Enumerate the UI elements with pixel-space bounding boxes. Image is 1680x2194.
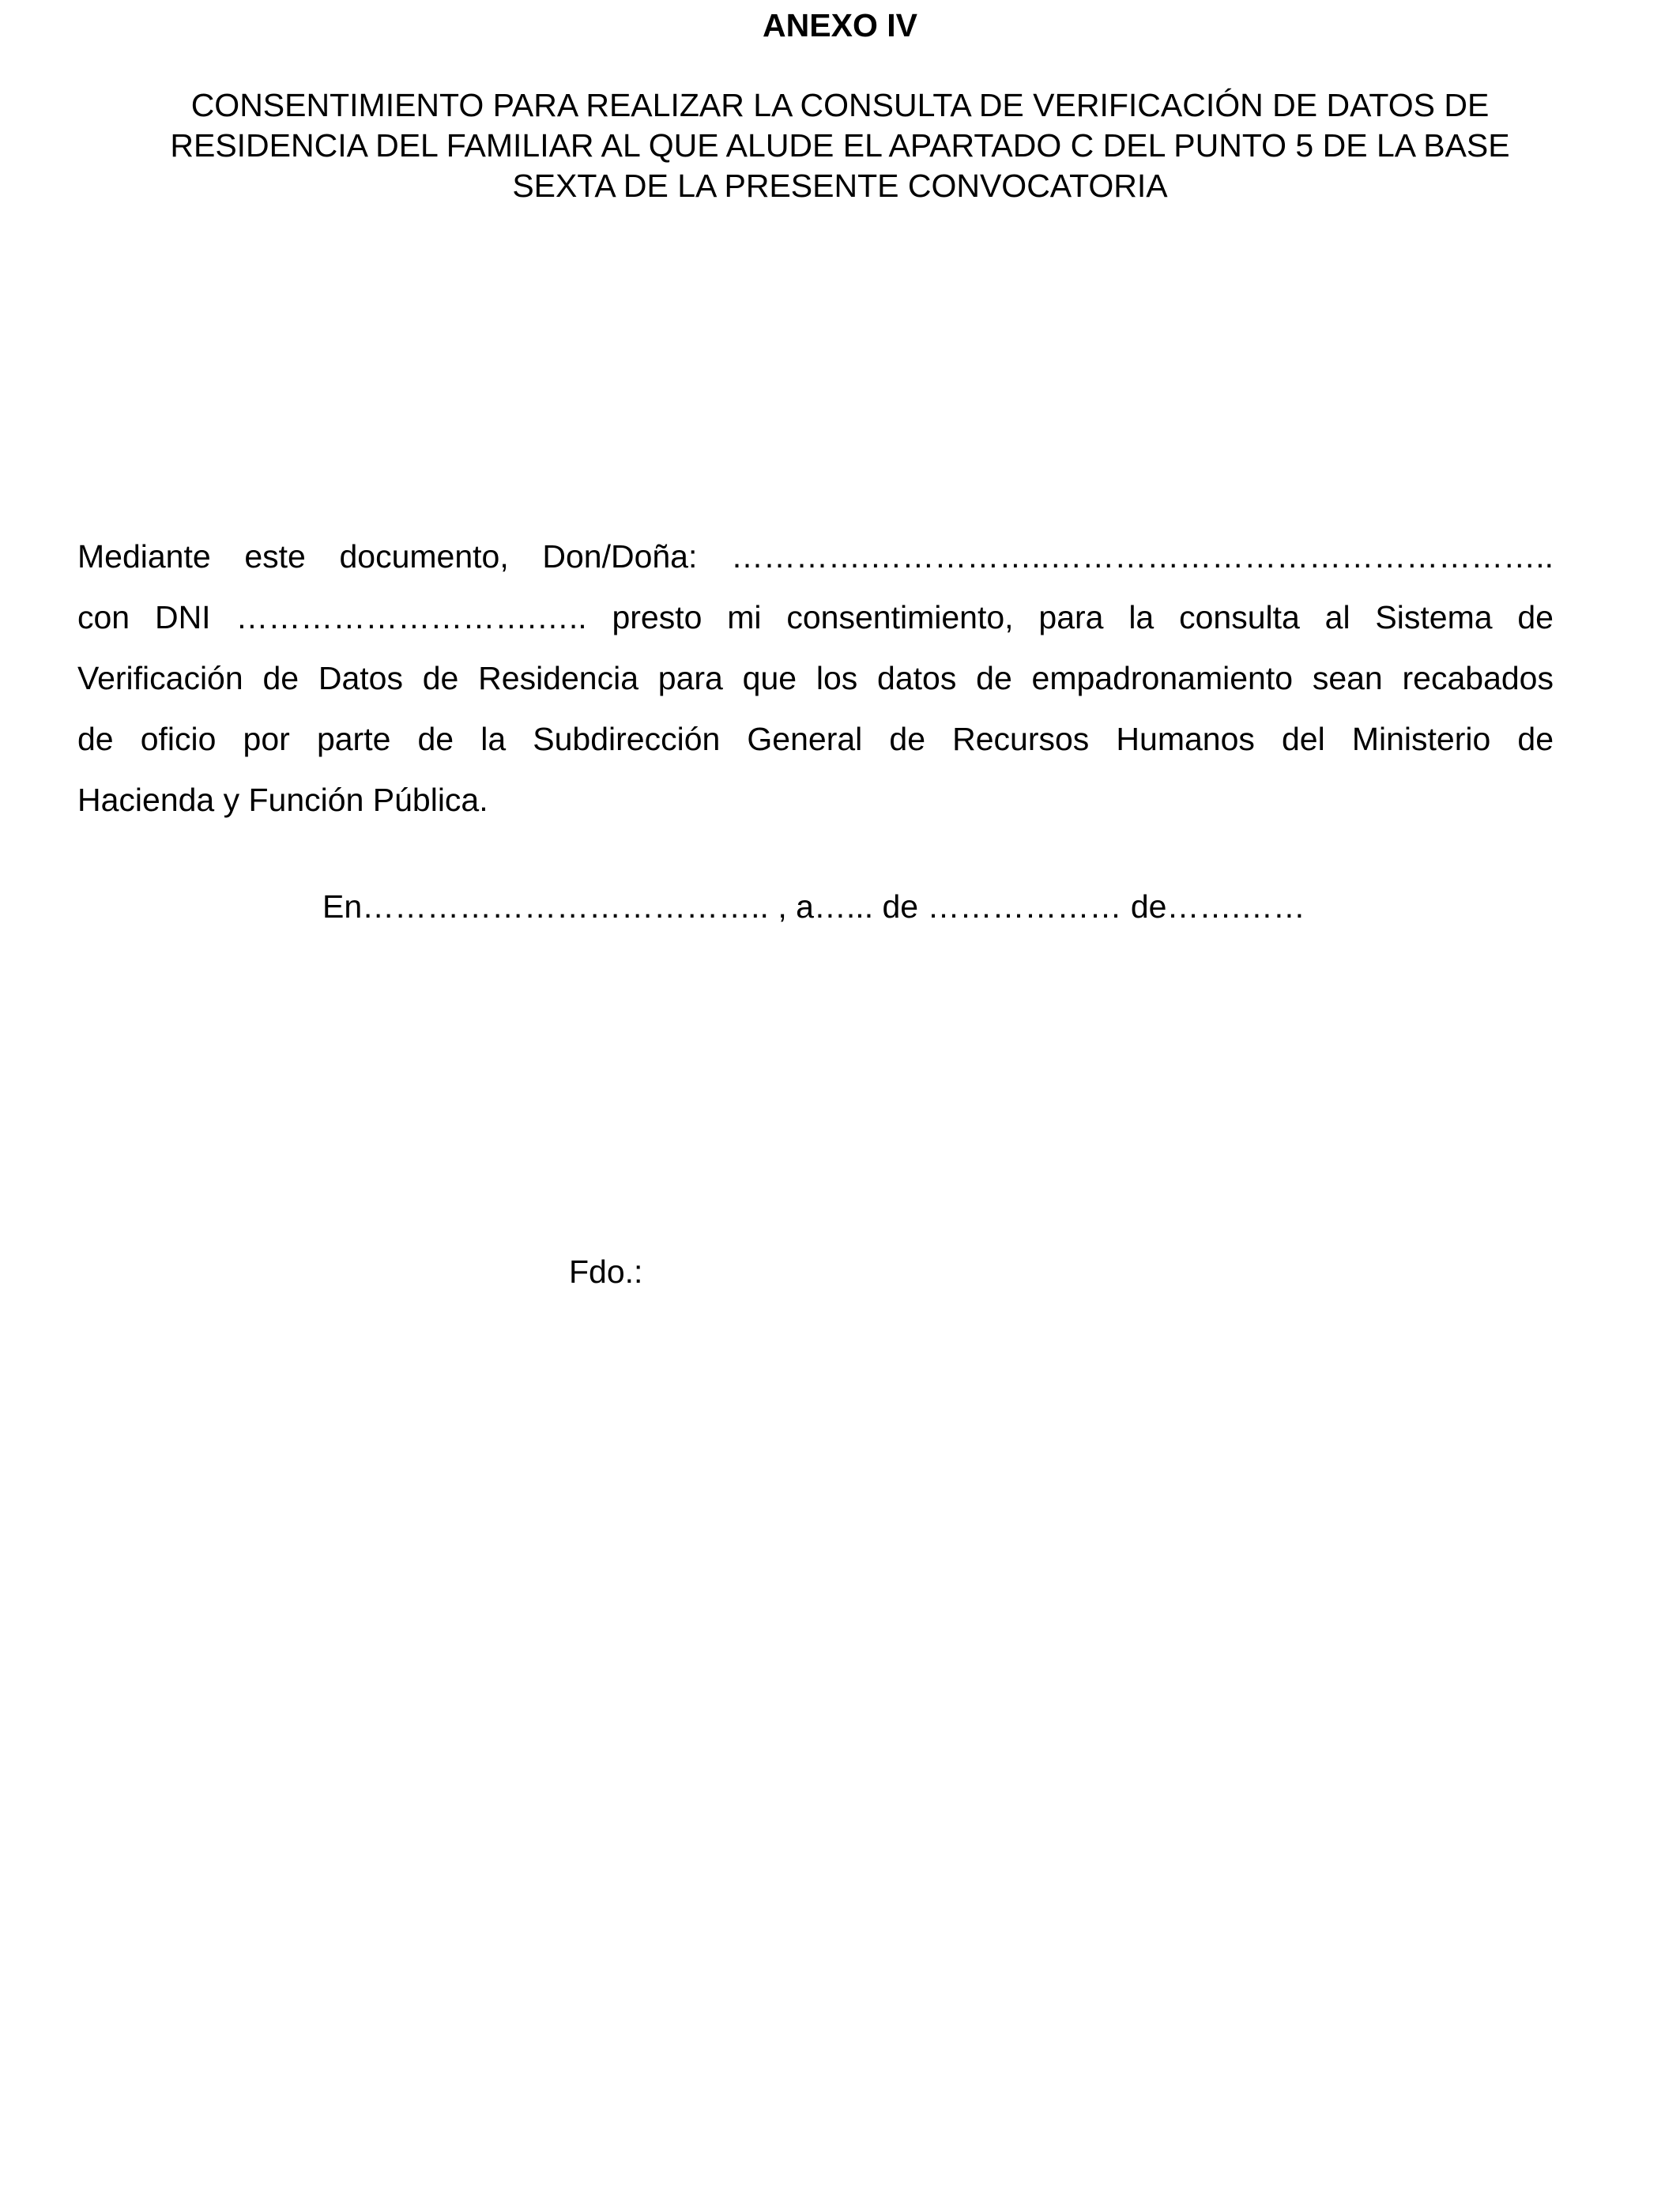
place-date-line: En……………………………….. , a…... de ……………… de…….…… xyxy=(322,888,1305,925)
heading-line: RESIDENCIA DEL FAMILIAR AL QUE ALUDE EL APARTADO C DEL PUNTO 5 DE LA BASE xyxy=(170,127,1510,164)
paragraph-line: de oficio por parte de la Subdirección General de Recursos Humanos del Ministerio de xyxy=(77,721,1554,757)
heading-line: CONSENTIMIENTO PARA REALIZAR LA CONSULTA DE VERIFICACIÓN DE DATOS DE xyxy=(190,87,1490,123)
paragraph-line: con DNI ……………………….….. presto mi consentimiento, para la consulta al Sistema de xyxy=(77,599,1554,635)
paragraph-line: Verificación de Datos de Residencia para que los datos de empadronamiento sean recabados xyxy=(77,660,1554,696)
consent-paragraph xyxy=(77,526,1554,831)
paragraph-line: Mediante este documento, Don/Doña: ………….……………..……………………………………….. xyxy=(77,538,1554,575)
annex-title: ANEXO IV xyxy=(763,7,917,43)
paragraph-line: Hacienda y Función Pública. xyxy=(77,782,488,818)
signature-label: Fdo.: xyxy=(569,1253,643,1290)
heading-line: SEXTA DE LA PRESENTE CONVOCATORIA xyxy=(512,168,1168,204)
document-heading xyxy=(63,85,1617,206)
